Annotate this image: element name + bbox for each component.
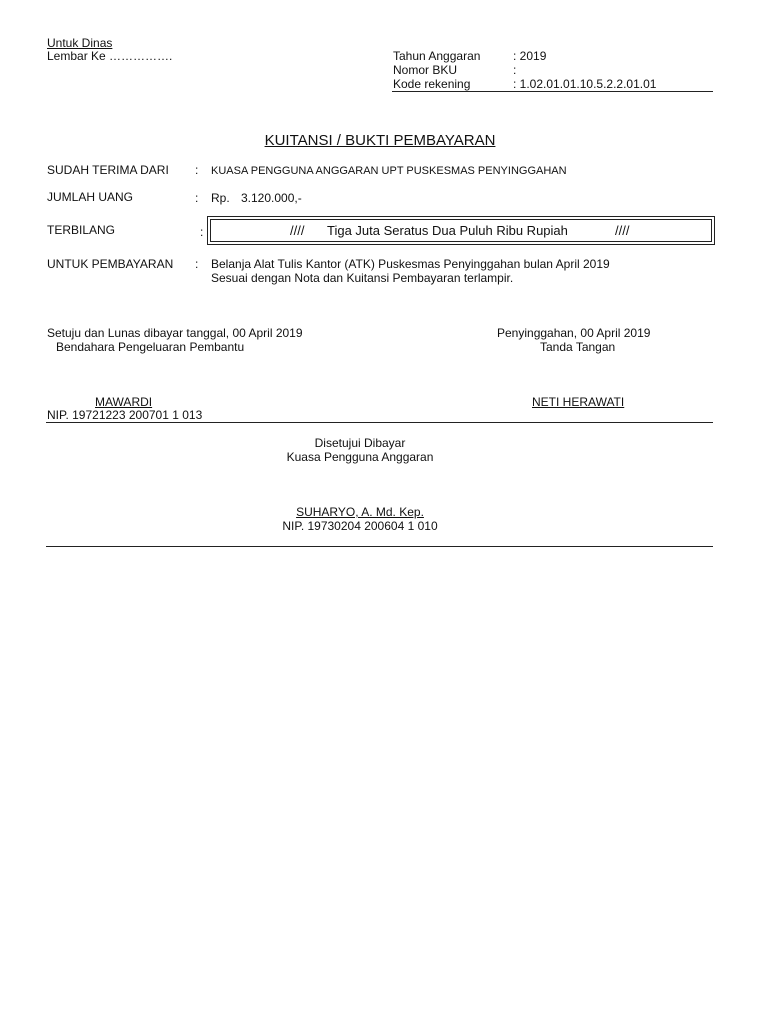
approval-nip: NIP. 19730204 200604 1 010 [282,519,438,533]
terbilang-prefix: //// [290,223,305,238]
terbilang-colon: : [200,225,204,239]
left-date: Setuju dan Lunas dibayar tanggal, 00 April 2019 [47,326,303,340]
nomor-bku-label: Nomor BKU [393,63,458,77]
right-signatory-name: NETI HERAWATI [532,395,625,409]
tahun-anggaran-label: Tahun Anggaran [393,49,481,63]
untuk-pembayaran-label: UNTUK PEMBAYARAN [47,257,174,271]
left-signatory-nip: NIP. 19721223 200701 1 013 [47,408,203,422]
bottom-divider [46,546,713,547]
left-signatory-name: MAWARDI [95,395,153,409]
sudah-terima-colon: : [195,163,199,177]
untuk-pembayaran-line1: Belanja Alat Tulis Kantor (ATK) Puskesmas Penyinggahan bulan April 2019 [211,257,610,271]
approval-name: SUHARYO, A. Md. Kep. [296,505,424,519]
signature-divider [46,422,713,423]
header-divider [392,91,713,92]
approval-label: Disetujui Dibayar [314,436,406,450]
left-role: Bendahara Pengeluaran Pembantu [56,340,245,354]
terbilang-label: TERBILANG [47,223,116,237]
untuk-pembayaran-line2: Sesuai dengan Nota dan Kuitansi Pembayaran terlampir. [211,271,514,285]
untuk-dinas: Untuk Dinas [47,36,113,50]
kode-rekening-value: : 1.02.01.01.10.5.2.2.01.01 [513,77,657,91]
sudah-terima-value: KUASA PENGGUNA ANGGARAN UPT PUSKESMAS PENYINGGAHAN [211,165,567,177]
jumlah-uang-currency: Rp. [211,191,230,205]
right-date: Penyinggahan, 00 April 2019 [497,326,651,340]
page-title: KUITANSI / BUKTI PEMBAYARAN [264,132,496,149]
right-role: Tanda Tangan [540,340,616,354]
sudah-terima-label: SUDAH TERIMA DARI [47,163,169,177]
jumlah-uang-colon: : [195,191,199,205]
lembar-ke: Lembar Ke ……………. [47,49,173,63]
untuk-pembayaran-colon: : [195,257,199,271]
nomor-bku-value: : [513,63,517,77]
kode-rekening-label: Kode rekening [393,77,471,91]
jumlah-uang-value: 3.120.000,- [241,191,302,205]
approval-role: Kuasa Pengguna Anggaran [286,450,434,464]
tahun-anggaran-value: : 2019 [513,49,547,63]
jumlah-uang-label: JUMLAH UANG [47,190,134,204]
terbilang-suffix: //// [615,223,630,238]
terbilang-value: Tiga Juta Seratus Dua Puluh Ribu Rupiah [327,223,568,238]
